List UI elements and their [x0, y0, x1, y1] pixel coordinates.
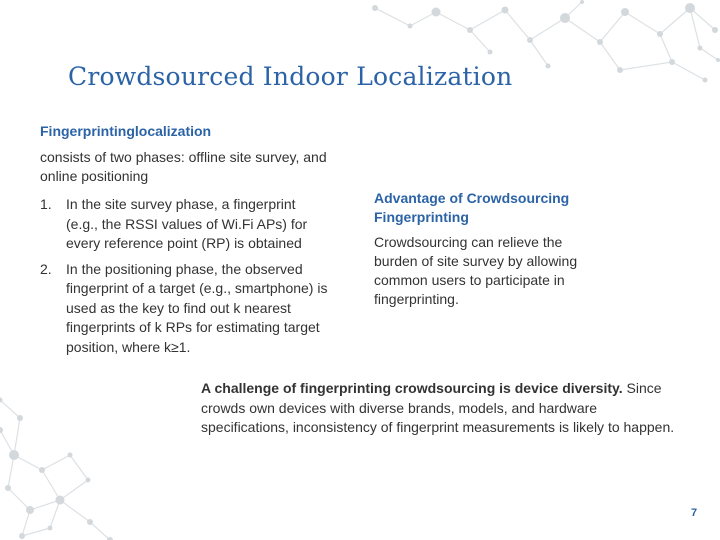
challenge-body: Since crowds own devices with diverse brands, models, and hardware specifications, inconsistency of fingerprint measurements is likely to happen. [201, 380, 675, 435]
page-number: 7 [691, 507, 698, 519]
slide-title: Crowdsourced Indoor Localization [68, 62, 513, 91]
fingerprinting-heading: Fingerprintinglocalization [40, 123, 212, 139]
list-item [40, 195, 330, 254]
challenge-text [201, 379, 681, 438]
advantage-heading: Advantage of Crowdsourcing Fingerprinting [374, 190, 570, 225]
advantage-body: Crowdsourcing can relieve the burden of site survey by allowing common users to participate in fingerprinting. [374, 234, 578, 307]
list-item-text: In the site survey phase, a fingerprint (e.g., the RSSI values of Wi.Fi APs) for every reference point (RP) is obtained [66, 196, 308, 251]
phases-list [40, 195, 330, 363]
list-item [40, 260, 330, 358]
fingerprinting-intro: consists of two phases: offline site survey, and online positioning [40, 149, 327, 184]
list-item-number: 1. [40, 196, 52, 212]
list-item-text: In the positioning phase, the observed fingerprint of a target (e.g., smartphone) is used as the key to find out k nearest fingerprints of k RPs for estimating target position, where k≥1. [66, 260, 328, 355]
list-item-number: 2. [40, 260, 52, 277]
challenge-lead: A challenge of fingerprinting crowdsourcing is device diversity. [201, 380, 623, 396]
